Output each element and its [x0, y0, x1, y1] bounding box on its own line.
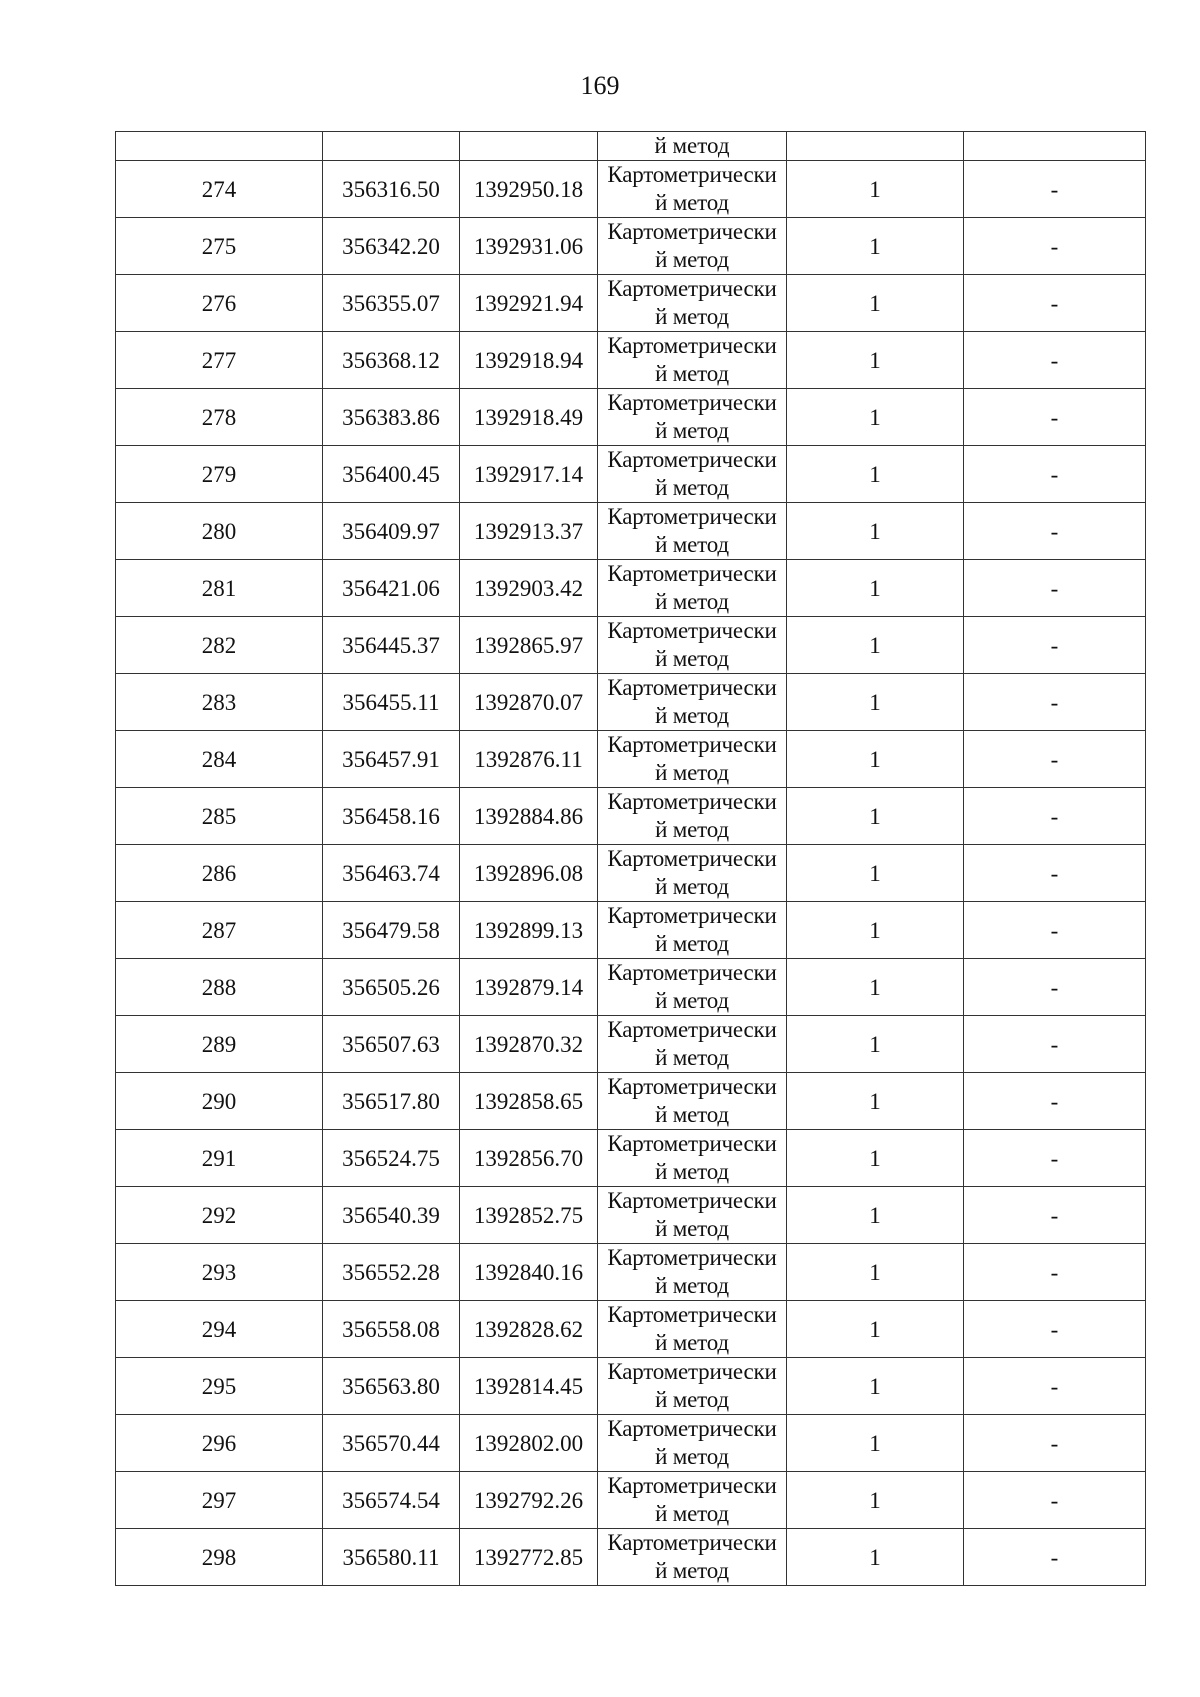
method-line-2: й метод — [655, 475, 729, 500]
cell-accuracy: 1 — [787, 389, 964, 446]
cell-method — [598, 902, 787, 959]
cell-method — [598, 1130, 787, 1187]
cell-y: 1392852.75 — [460, 1187, 598, 1244]
method-line-2: й метод — [655, 1501, 729, 1526]
cell-method — [598, 731, 787, 788]
method-line-1: Картометрически — [607, 903, 777, 928]
cell-accuracy: 1 — [787, 332, 964, 389]
cell-method — [598, 788, 787, 845]
cell-note: - — [964, 1016, 1146, 1073]
method-line-2: й метод — [655, 1330, 729, 1355]
table-row — [116, 1358, 1146, 1415]
method-line-1: Картометрически — [607, 390, 777, 415]
cell-method — [598, 1244, 787, 1301]
cell-accuracy: 1 — [787, 902, 964, 959]
cell-method — [598, 1016, 787, 1073]
cell-note: - — [964, 788, 1146, 845]
cell-x: 356517.80 — [323, 1073, 460, 1130]
cell-y: 1392917.14 — [460, 446, 598, 503]
table-row — [116, 959, 1146, 1016]
cell-note: - — [964, 1472, 1146, 1529]
method-line-2: й метод — [655, 817, 729, 842]
method-line-2: й метод — [655, 1273, 729, 1298]
method-line-1: Картометрически — [607, 219, 777, 244]
cell-point-number: 277 — [116, 332, 323, 389]
cell-method — [598, 389, 787, 446]
method-line-1: Картометрически — [607, 1131, 777, 1156]
method-line-1: Картометрически — [607, 1530, 777, 1555]
method-line-1: Картометрически — [607, 1473, 777, 1498]
cell-method — [598, 845, 787, 902]
cell-x: 356458.16 — [323, 788, 460, 845]
cell-point-number: 290 — [116, 1073, 323, 1130]
cell-note: - — [964, 902, 1146, 959]
method-line-2: й метод — [655, 361, 729, 386]
cell-accuracy: 1 — [787, 959, 964, 1016]
cell-note: - — [964, 1358, 1146, 1415]
cell-method — [598, 617, 787, 674]
method-line-2: й метод — [655, 988, 729, 1013]
cell-x: 356479.58 — [323, 902, 460, 959]
method-line-1: Картометрически — [607, 504, 777, 529]
table-row — [116, 1073, 1146, 1130]
cell-x: 356342.20 — [323, 218, 460, 275]
cell-y: 1392814.45 — [460, 1358, 598, 1415]
cell-point-number: 274 — [116, 161, 323, 218]
cell-method — [598, 560, 787, 617]
cell-point-number: 297 — [116, 1472, 323, 1529]
cell-accuracy: 1 — [787, 503, 964, 560]
cell-note: - — [964, 845, 1146, 902]
method-line-1: Картометрически — [607, 846, 777, 871]
cell-x: 356558.08 — [323, 1301, 460, 1358]
continuation-row — [116, 132, 1146, 161]
method-line-1: Картометрически — [607, 561, 777, 586]
cell-note: - — [964, 1244, 1146, 1301]
cell-x: 356455.11 — [323, 674, 460, 731]
cell-y: 1392865.97 — [460, 617, 598, 674]
cell-note: - — [964, 1415, 1146, 1472]
cell-accuracy: 1 — [787, 617, 964, 674]
cell-x: 356457.91 — [323, 731, 460, 788]
method-line-1: Картометрически — [607, 732, 777, 757]
cell-note: - — [964, 275, 1146, 332]
cell-y: 1392918.49 — [460, 389, 598, 446]
cell-point-number: 294 — [116, 1301, 323, 1358]
cell-point-number: 280 — [116, 503, 323, 560]
cell-y: 1392856.70 — [460, 1130, 598, 1187]
cell-method — [598, 1529, 787, 1586]
cell-accuracy: 1 — [787, 1415, 964, 1472]
table-row — [116, 161, 1146, 218]
method-line-1: Картометрически — [607, 789, 777, 814]
cell-accuracy: 1 — [787, 1472, 964, 1529]
method-line-1: Картометрически — [607, 162, 777, 187]
table-row — [116, 560, 1146, 617]
method-line-1: Картометрически — [607, 447, 777, 472]
cell-accuracy: 1 — [787, 1073, 964, 1130]
cell-x: 356409.97 — [323, 503, 460, 560]
cell-y: 1392802.00 — [460, 1415, 598, 1472]
cell-accuracy: 1 — [787, 161, 964, 218]
method-line-1: Картометрически — [607, 1245, 777, 1270]
cell-point-number: 298 — [116, 1529, 323, 1586]
cell-accuracy: 1 — [787, 1016, 964, 1073]
cell-x — [323, 132, 460, 161]
method-line-1: Картометрически — [607, 276, 777, 301]
coordinates-table — [115, 131, 1146, 1586]
cell-accuracy: 1 — [787, 788, 964, 845]
cell-y: 1392918.94 — [460, 332, 598, 389]
method-line-2: й метод — [655, 1045, 729, 1070]
method-line-2: й метод — [655, 703, 729, 728]
cell-point-number: 279 — [116, 446, 323, 503]
cell-x: 356563.80 — [323, 1358, 460, 1415]
cell-accuracy: 1 — [787, 1130, 964, 1187]
cell-point-number: 295 — [116, 1358, 323, 1415]
cell-point-number — [116, 132, 323, 161]
cell-x: 356368.12 — [323, 332, 460, 389]
cell-point-number: 292 — [116, 1187, 323, 1244]
table-row — [116, 1472, 1146, 1529]
table-row — [116, 503, 1146, 560]
cell-point-number: 285 — [116, 788, 323, 845]
cell-x: 356383.86 — [323, 389, 460, 446]
cell-method — [598, 503, 787, 560]
cell-accuracy: 1 — [787, 731, 964, 788]
method-line-1: Картометрически — [607, 618, 777, 643]
cell-y: 1392858.65 — [460, 1073, 598, 1130]
page-number: 169 — [580, 71, 620, 100]
cell-note: - — [964, 1130, 1146, 1187]
cell-y: 1392870.32 — [460, 1016, 598, 1073]
method-line-1: Картометрически — [607, 960, 777, 985]
cell-method — [598, 218, 787, 275]
cell-method — [598, 1358, 787, 1415]
method-line-2: й метод — [655, 931, 729, 956]
cell-y: 1392828.62 — [460, 1301, 598, 1358]
cell-accuracy: 1 — [787, 1187, 964, 1244]
cell-point-number: 282 — [116, 617, 323, 674]
cell-method — [598, 1073, 787, 1130]
cell-y: 1392950.18 — [460, 161, 598, 218]
cell-note: - — [964, 674, 1146, 731]
cell-accuracy: 1 — [787, 446, 964, 503]
cell-point-number: 275 — [116, 218, 323, 275]
cell-point-number: 296 — [116, 1415, 323, 1472]
cell-accuracy: 1 — [787, 1301, 964, 1358]
cell-accuracy: 1 — [787, 1244, 964, 1301]
cell-y: 1392840.16 — [460, 1244, 598, 1301]
cell-point-number: 284 — [116, 731, 323, 788]
method-line-1: Картометрически — [607, 1074, 777, 1099]
cell-y: 1392884.86 — [460, 788, 598, 845]
cell-method — [598, 674, 787, 731]
table-row — [116, 1529, 1146, 1586]
cell-y: 1392870.07 — [460, 674, 598, 731]
cell-y: 1392903.42 — [460, 560, 598, 617]
cell-accuracy: 1 — [787, 560, 964, 617]
cell-point-number: 276 — [116, 275, 323, 332]
cell-x: 356421.06 — [323, 560, 460, 617]
method-line-1: Картометрически — [607, 1302, 777, 1327]
cell-note: - — [964, 617, 1146, 674]
cell-note: - — [964, 503, 1146, 560]
method-line-2: й метод — [655, 247, 729, 272]
cell-point-number: 289 — [116, 1016, 323, 1073]
cell-y: 1392913.37 — [460, 503, 598, 560]
cell-point-number: 288 — [116, 959, 323, 1016]
method-line-1: Картометрически — [607, 333, 777, 358]
cell-point-number: 291 — [116, 1130, 323, 1187]
cell-x: 356570.44 — [323, 1415, 460, 1472]
cell-x: 356574.54 — [323, 1472, 460, 1529]
cell-x: 356507.63 — [323, 1016, 460, 1073]
cell-y: 1392792.26 — [460, 1472, 598, 1529]
cell-method: й метод — [598, 132, 787, 161]
cell-method — [598, 1415, 787, 1472]
method-line-2: й метод — [655, 1558, 729, 1583]
table-row — [116, 1244, 1146, 1301]
method-line-2: й метод — [655, 1387, 729, 1412]
cell-note: - — [964, 389, 1146, 446]
table-row — [116, 1415, 1146, 1472]
cell-accuracy: 1 — [787, 1529, 964, 1586]
table-row — [116, 845, 1146, 902]
cell-note: - — [964, 1073, 1146, 1130]
cell-method — [598, 1301, 787, 1358]
cell-point-number: 281 — [116, 560, 323, 617]
cell-point-number: 293 — [116, 1244, 323, 1301]
method-line-2: й метод — [655, 589, 729, 614]
cell-x: 356505.26 — [323, 959, 460, 1016]
cell-point-number: 286 — [116, 845, 323, 902]
cell-note: - — [964, 731, 1146, 788]
method-line-2: й метод — [655, 1159, 729, 1184]
table-row — [116, 275, 1146, 332]
cell-point-number: 283 — [116, 674, 323, 731]
cell-method — [598, 446, 787, 503]
cell-y: 1392876.11 — [460, 731, 598, 788]
cell-note: - — [964, 1301, 1146, 1358]
cell-note: - — [964, 959, 1146, 1016]
method-line-2: й метод — [655, 418, 729, 443]
cell-method — [598, 161, 787, 218]
table-row — [116, 1130, 1146, 1187]
table-row — [116, 788, 1146, 845]
table-row — [116, 389, 1146, 446]
cell-y: 1392921.94 — [460, 275, 598, 332]
cell-y: 1392772.85 — [460, 1529, 598, 1586]
method-line-2: й метод — [655, 304, 729, 329]
method-line-2: й метод — [655, 874, 729, 899]
cell-x: 356552.28 — [323, 1244, 460, 1301]
cell-point-number: 287 — [116, 902, 323, 959]
cell-x: 356540.39 — [323, 1187, 460, 1244]
cell-note — [964, 132, 1146, 161]
table-row — [116, 218, 1146, 275]
cell-accuracy: 1 — [787, 845, 964, 902]
cell-x: 356580.11 — [323, 1529, 460, 1586]
table-row — [116, 446, 1146, 503]
cell-method — [598, 275, 787, 332]
cell-accuracy: 1 — [787, 275, 964, 332]
cell-method — [598, 332, 787, 389]
cell-note: - — [964, 1187, 1146, 1244]
cell-accuracy — [787, 132, 964, 161]
method-line-1: Картометрически — [607, 1017, 777, 1042]
cell-y: 1392879.14 — [460, 959, 598, 1016]
method-line-2: й метод — [655, 760, 729, 785]
method-line-1: Картометрически — [607, 675, 777, 700]
table-row — [116, 674, 1146, 731]
method-line-2: й метод — [655, 1216, 729, 1241]
cell-accuracy: 1 — [787, 218, 964, 275]
table-body — [116, 132, 1146, 1586]
cell-x: 356316.50 — [323, 161, 460, 218]
cell-note: - — [964, 218, 1146, 275]
method-line-2: й метод — [655, 190, 729, 215]
cell-x: 356445.37 — [323, 617, 460, 674]
table-row — [116, 731, 1146, 788]
table-row — [116, 1016, 1146, 1073]
cell-method — [598, 1187, 787, 1244]
cell-method — [598, 959, 787, 1016]
table-row — [116, 902, 1146, 959]
cell-note: - — [964, 1529, 1146, 1586]
cell-y — [460, 132, 598, 161]
cell-note: - — [964, 446, 1146, 503]
cell-x: 356463.74 — [323, 845, 460, 902]
cell-y: 1392899.13 — [460, 902, 598, 959]
cell-y: 1392931.06 — [460, 218, 598, 275]
table-row — [116, 617, 1146, 674]
table-row — [116, 332, 1146, 389]
cell-note: - — [964, 332, 1146, 389]
cell-point-number: 278 — [116, 389, 323, 446]
table-row — [116, 1301, 1146, 1358]
cell-y: 1392896.08 — [460, 845, 598, 902]
table-row — [116, 1187, 1146, 1244]
method-line-1: Картометрически — [607, 1188, 777, 1213]
cell-method — [598, 1472, 787, 1529]
cell-accuracy: 1 — [787, 674, 964, 731]
method-line-2: й метод — [655, 646, 729, 671]
cell-note: - — [964, 560, 1146, 617]
cell-note: - — [964, 161, 1146, 218]
method-line-2: й метод — [655, 1102, 729, 1127]
cell-accuracy: 1 — [787, 1358, 964, 1415]
method-line-2: й метод — [655, 532, 729, 557]
method-line-2: й метод — [655, 1444, 729, 1469]
cell-x: 356355.07 — [323, 275, 460, 332]
cell-x: 356524.75 — [323, 1130, 460, 1187]
method-line-1: Картометрически — [607, 1416, 777, 1441]
cell-x: 356400.45 — [323, 446, 460, 503]
method-line-1: Картометрически — [607, 1359, 777, 1384]
